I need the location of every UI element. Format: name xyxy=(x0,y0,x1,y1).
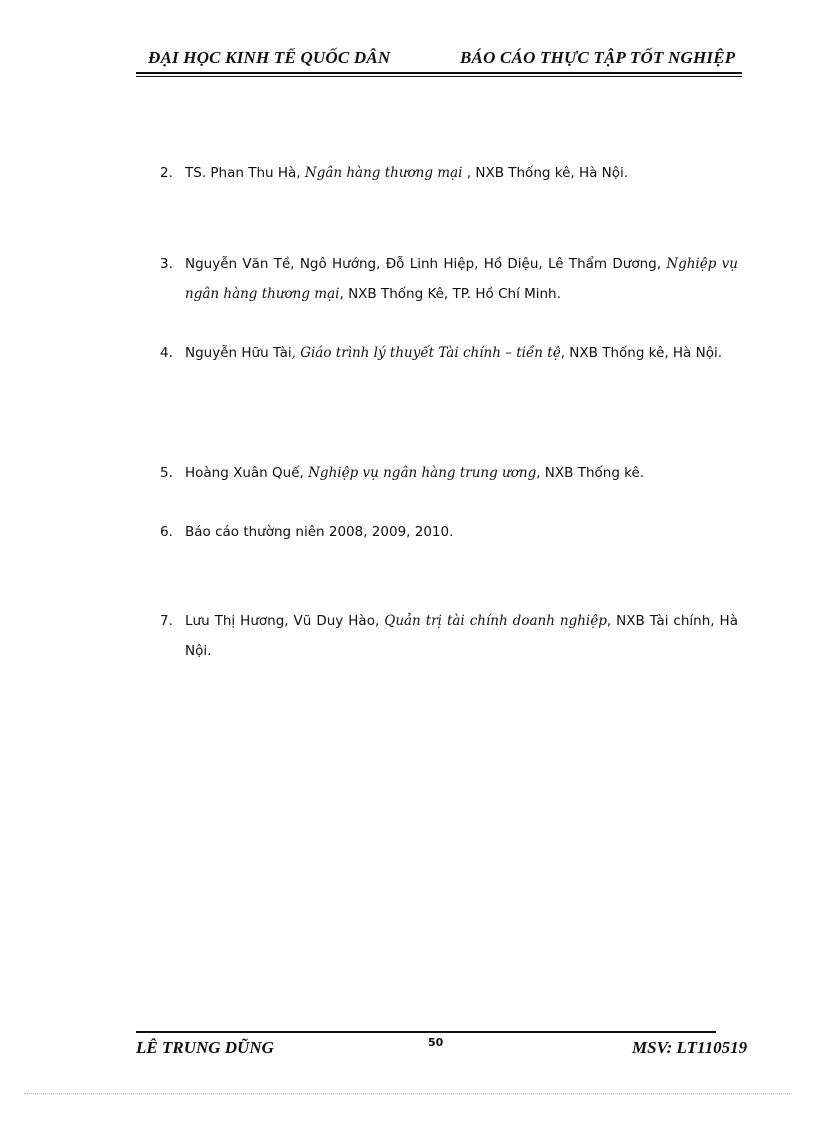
reference-author: Nguyễn Văn Tề, Ngô Hướng, Đỗ Linh Hiệp, Hồ Diệu, Lê Thẩm Dương, xyxy=(185,256,667,272)
reference-publisher: , NXB Thống Kê, TP. Hồ Chí Minh. xyxy=(339,286,561,302)
reference-publisher: , NXB Thống kê, Hà Nội. xyxy=(462,165,629,181)
page-header xyxy=(136,48,766,72)
reference-text xyxy=(185,338,738,368)
reference-author: Lưu Thị Hương, Vũ Duy Hào, xyxy=(185,613,385,629)
header-rule xyxy=(136,72,742,74)
reference-publisher: , NXB Thống kê, Hà Nội. xyxy=(560,345,723,361)
reference-author: Nguyễn Hữu Tài xyxy=(185,345,292,361)
reference-item xyxy=(160,517,738,547)
reference-number: 7. xyxy=(160,613,173,629)
reference-author: TS. Phan Thu Hà, xyxy=(185,165,305,181)
reference-item xyxy=(160,458,738,488)
reference-text xyxy=(185,158,738,188)
reference-number: 4. xyxy=(160,345,173,361)
header-rule-secondary xyxy=(136,76,742,77)
reference-number: 3. xyxy=(160,256,173,272)
reference-title: Quản trị tài chính doanh nghiệp xyxy=(384,613,607,629)
reference-title: Ngân hàng thương mại xyxy=(304,165,463,181)
reference-number: 5. xyxy=(160,465,173,481)
header-report-title: BÁO CÁO THỰC TẬP TỐT NGHIỆP xyxy=(460,48,736,67)
reference-text xyxy=(185,606,738,666)
reference-item xyxy=(160,338,738,368)
reference-title: , Giáo trình lý thuyết Tài chính – tiền tệ xyxy=(291,345,561,361)
reference-text xyxy=(185,458,738,488)
reference-publisher: , NXB Thống kê. xyxy=(536,465,645,481)
reference-publisher: , NXB Tài chính, Hà Nội. xyxy=(185,613,738,659)
reference-number: 2. xyxy=(160,165,173,181)
reference-item xyxy=(160,249,738,309)
reference-title: Nghiệp vụ ngân hàng trung ương xyxy=(308,465,537,481)
reference-text xyxy=(185,249,738,309)
reference-text xyxy=(185,517,738,547)
page-number: 50 xyxy=(428,1036,444,1049)
reference-title: Nghiệp vụ ngân hàng thương mại xyxy=(185,256,738,302)
reference-author: Hoàng Xuân Quế, xyxy=(185,465,309,481)
header-university: ĐẠI HỌC KINH TẾ QUỐC DÂN xyxy=(148,48,391,67)
footer-student-id: MSV: LT110519 xyxy=(632,1038,748,1057)
footer-author: LÊ TRUNG DŨNG xyxy=(136,1038,274,1057)
reference-item xyxy=(160,606,738,666)
footer-rule xyxy=(136,1031,716,1033)
page-bottom-border xyxy=(24,1093,792,1094)
reference-number: 6. xyxy=(160,524,173,540)
reference-author: Báo cáo thường niên 2008, 2009, 2010. xyxy=(185,524,454,540)
reference-item xyxy=(160,158,738,188)
